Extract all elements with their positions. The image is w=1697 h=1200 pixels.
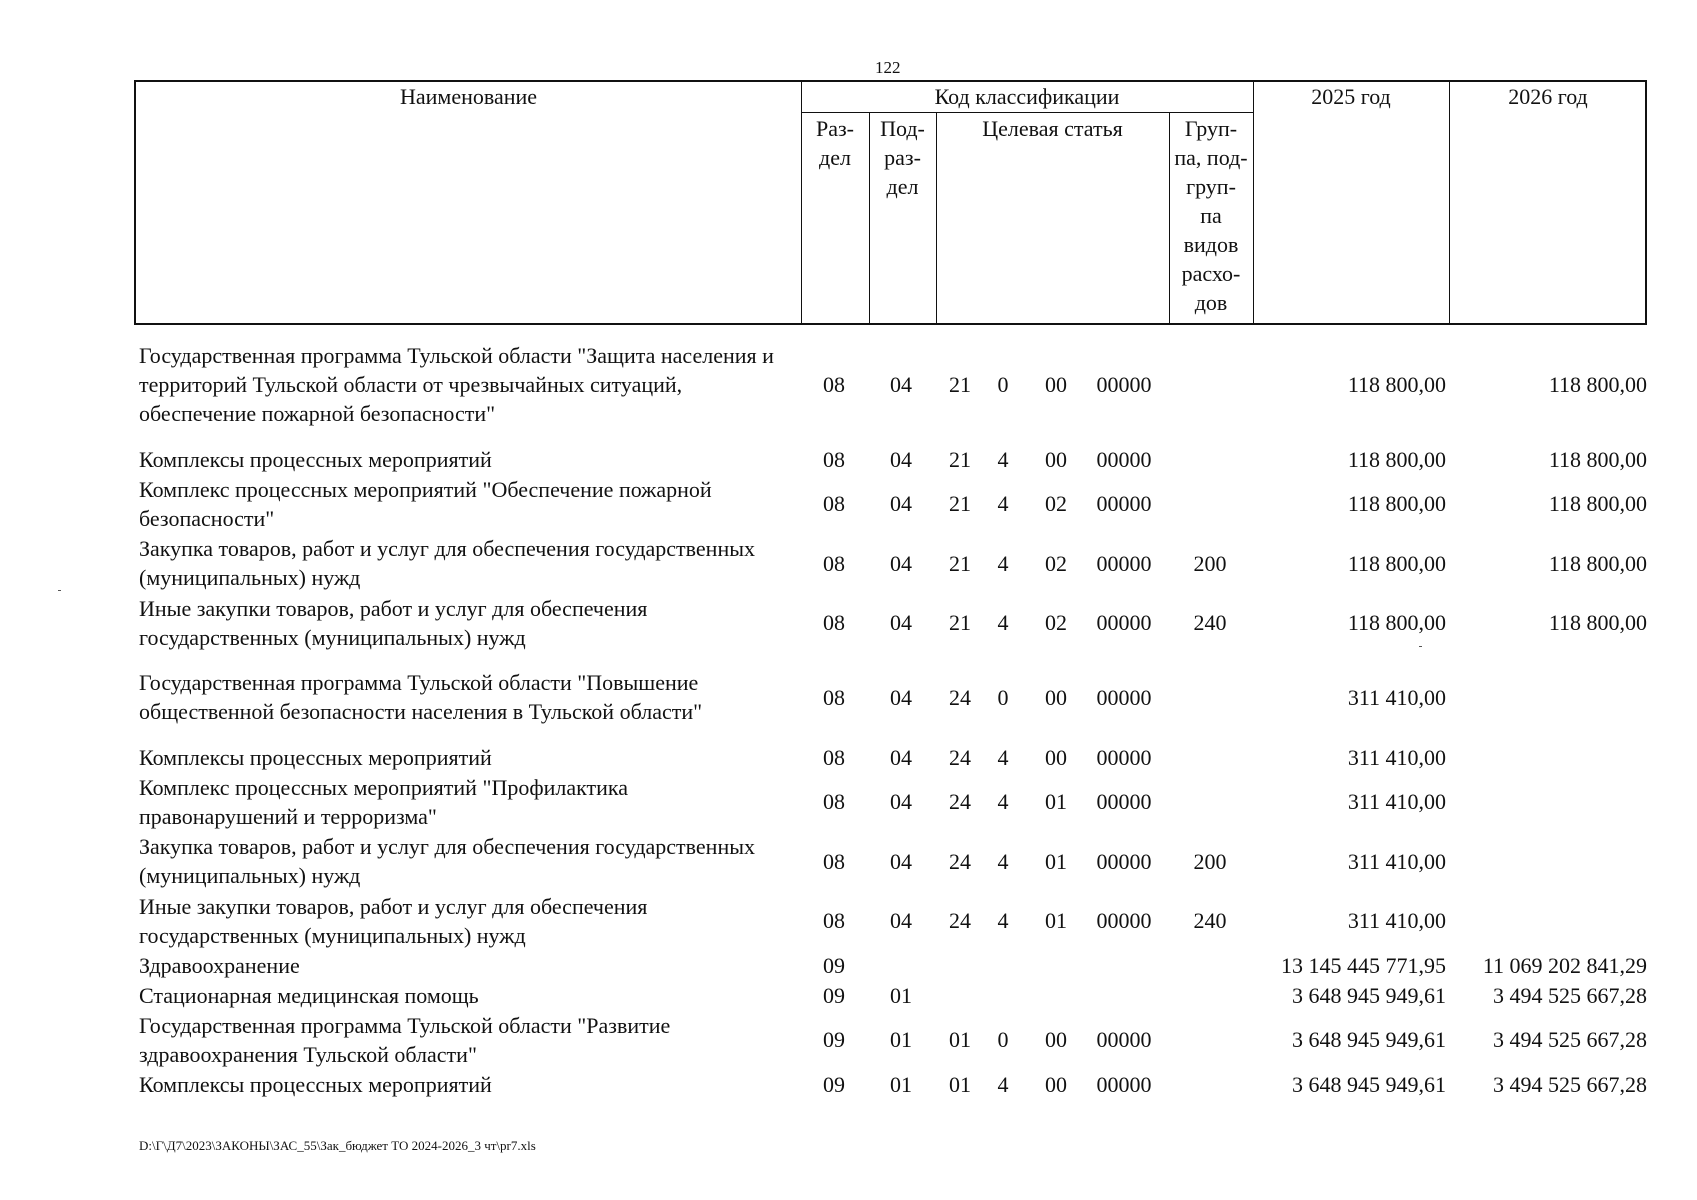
header-podrazdel: Под- раз- дел [880, 116, 925, 199]
cell-razdel: 09 [823, 982, 845, 1008]
cell-cs-program [940, 980, 980, 1010]
cell-year-2025: 118 800,00 [1347, 550, 1446, 576]
cell-cs-program: 24 [949, 908, 971, 933]
cell-year-2026: 3 494 525 667,28 [1493, 982, 1647, 1008]
cell-name: Комплексы процессных мероприятий [139, 446, 492, 472]
cell-cs-type [990, 980, 1016, 1010]
cell-cs-program: 21 [949, 550, 971, 576]
table-row [0, 950, 1697, 980]
cell-podrazdel: 04 [890, 908, 912, 933]
cell-year-2025: 311 410,00 [1347, 744, 1446, 770]
cell-razdel: 08 [823, 372, 845, 397]
cell-year-2026: 3 494 525 667,28 [1493, 1027, 1647, 1052]
cell-group: 240 [1193, 908, 1227, 933]
cell-razdel: 08 [823, 684, 845, 710]
cell-group [1175, 1069, 1245, 1099]
cell-group [1175, 980, 1245, 1010]
cell-cs-direction: 00000 [1096, 848, 1152, 874]
cell-podrazdel: 04 [890, 789, 912, 814]
cell-year-2026 [1455, 772, 1647, 831]
cell-year-2025: 3 648 945 949,61 [1292, 982, 1446, 1008]
cell-podrazdel: 04 [890, 446, 912, 472]
cell-year-2025: 311 410,00 [1347, 848, 1446, 874]
cell-year-2025: 118 800,00 [1347, 491, 1446, 516]
cell-cs-direction [1086, 950, 1162, 980]
cell-cs-element: 00 [1045, 446, 1067, 472]
header-razdel: Раз- дел [815, 116, 855, 170]
file-path-footer: D:\Г\Д7\2023\ЗАКОНЫ\ЗАС_55\Зак_бюджет ТО 2024-2026_3 чт\pr7.xls [139, 1138, 536, 1153]
cell-cs-direction: 00000 [1096, 610, 1152, 635]
table-header [134, 80, 1647, 325]
cell-cs-program: 24 [949, 789, 971, 814]
cell-razdel: 08 [823, 848, 845, 874]
cell-name: Закупка товаров, работ и услуг для обеспечения государственных (муниципальных) нужд [139, 536, 756, 590]
cell-year-2026 [1455, 891, 1647, 950]
cell-cs-element [1036, 980, 1076, 1010]
cell-podrazdel: 04 [890, 550, 912, 576]
table-row [0, 667, 1697, 727]
cell-podrazdel: 01 [890, 1071, 912, 1097]
cell-cs-type: 4 [997, 1071, 1009, 1097]
cell-cs-direction: 00000 [1096, 908, 1152, 933]
table-row [0, 772, 1697, 831]
cell-group: 240 [1193, 610, 1227, 635]
cell-cs-direction: 00000 [1096, 744, 1152, 770]
cell-razdel: 08 [823, 744, 845, 770]
tick-mark [1419, 646, 1422, 647]
cell-year-2026: 118 800,00 [1548, 550, 1647, 576]
cell-cs-program: 21 [949, 372, 971, 397]
cell-cs-element: 00 [1045, 684, 1067, 710]
table-row [0, 891, 1697, 950]
cell-year-2025: 311 410,00 [1347, 908, 1446, 933]
cell-cs-element: 00 [1045, 1027, 1067, 1052]
cell-name: Государственная программа Тульской области "Развитие здравоохранения Тульской области" [139, 1012, 671, 1067]
cell-cs-program: 01 [949, 1027, 971, 1052]
cell-year-2025: 118 800,00 [1347, 610, 1446, 635]
cell-cs-type: 0 [997, 1027, 1009, 1052]
cell-name: Комплексы процессных мероприятий [139, 744, 492, 770]
cell-group [1175, 340, 1245, 429]
cell-group: 200 [1193, 550, 1227, 576]
cell-cs-element: 01 [1045, 908, 1067, 933]
cell-cs-direction: 00000 [1096, 446, 1152, 472]
cell-year-2025: 311 410,00 [1347, 684, 1446, 710]
cell-podrazdel: 04 [890, 610, 912, 635]
cell-cs-element: 01 [1045, 789, 1067, 814]
cell-cs-direction: 00000 [1096, 684, 1152, 710]
cell-year-2025: 118 800,00 [1347, 372, 1446, 397]
cell-group [1175, 444, 1245, 474]
cell-cs-direction: 00000 [1096, 550, 1152, 576]
cell-group: 200 [1193, 848, 1227, 874]
cell-cs-program [940, 950, 980, 980]
cell-cs-program: 21 [949, 446, 971, 472]
cell-year-2026 [1455, 742, 1647, 772]
cell-year-2025: 3 648 945 949,61 [1292, 1027, 1446, 1052]
cell-year-2026: 118 800,00 [1548, 610, 1647, 635]
table-row [0, 444, 1697, 474]
cell-name: Иные закупки товаров, работ и услуг для обеспечения государственных (муниципальных) нужд [139, 893, 648, 948]
cell-cs-type: 4 [997, 908, 1009, 933]
cell-cs-program: 24 [949, 848, 971, 874]
cell-cs-type [990, 950, 1016, 980]
cell-name: Комплекс процессных мероприятий "Профилактика правонарушений и терроризма" [139, 774, 629, 829]
header-code: Код классификации [934, 84, 1120, 109]
cell-razdel: 08 [823, 491, 845, 516]
cell-cs-element: 00 [1045, 1071, 1067, 1097]
cell-cs-program: 24 [949, 744, 971, 770]
cell-cs-type: 4 [997, 789, 1009, 814]
cell-cs-direction: 00000 [1096, 491, 1152, 516]
cell-razdel: 08 [823, 908, 845, 933]
header-celevaya: Целевая статья [982, 116, 1123, 141]
cell-cs-direction: 00000 [1096, 1027, 1152, 1052]
cell-name: Государственная программа Тульской области "Защита населения и территорий Тульской области от чрезвычайных ситуаций, обеспечение пожарной безопасности" [139, 343, 774, 426]
cell-cs-direction: 00000 [1096, 1071, 1152, 1097]
tick-mark [58, 590, 61, 591]
cell-razdel: 08 [823, 789, 845, 814]
cell-year-2025: 118 800,00 [1347, 446, 1446, 472]
cell-name: Стационарная медицинская помощь [139, 982, 479, 1008]
cell-cs-type: 0 [997, 684, 1009, 710]
cell-podrazdel: 04 [890, 491, 912, 516]
cell-razdel: 09 [823, 952, 845, 978]
cell-group [1175, 742, 1245, 772]
table-row [0, 340, 1697, 429]
cell-year-2026: 11 069 202 841,29 [1482, 952, 1647, 978]
cell-razdel: 08 [823, 610, 845, 635]
cell-cs-program: 21 [949, 610, 971, 635]
cell-cs-element: 01 [1045, 848, 1067, 874]
cell-name: Комплексы процессных мероприятий [139, 1071, 492, 1097]
cell-cs-element: 02 [1045, 491, 1067, 516]
cell-podrazdel: 01 [890, 982, 912, 1008]
header-year-2025: 2025 год [1311, 84, 1391, 109]
cell-name: Здравоохранение [139, 952, 300, 978]
cell-cs-type: 4 [997, 744, 1009, 770]
cell-name: Государственная программа Тульской области "Повышение общественной безопасности населения в Тульской области" [139, 670, 703, 724]
table-row [0, 593, 1697, 652]
table-row [0, 474, 1697, 533]
page-number: 122 [875, 58, 901, 77]
cell-group [1175, 667, 1245, 727]
cell-year-2026 [1455, 831, 1647, 891]
cell-cs-type: 4 [997, 848, 1009, 874]
cell-cs-element: 02 [1045, 550, 1067, 576]
cell-year-2026: 3 494 525 667,28 [1493, 1071, 1647, 1097]
cell-cs-direction: 00000 [1096, 789, 1152, 814]
cell-year-2025: 13 145 445 771,95 [1281, 952, 1446, 978]
cell-cs-type: 4 [997, 491, 1009, 516]
table-row [0, 533, 1697, 593]
cell-podrazdel: 04 [890, 848, 912, 874]
cell-name: Комплекс процессных мероприятий "Обеспечение пожарной безопасности" [139, 476, 712, 531]
header-year-2026: 2026 год [1508, 84, 1588, 109]
cell-cs-type: 4 [997, 610, 1009, 635]
cell-year-2026: 118 800,00 [1548, 372, 1647, 397]
table-row [0, 1069, 1697, 1099]
cell-podrazdel: 04 [890, 372, 912, 397]
cell-year-2025: 311 410,00 [1347, 789, 1446, 814]
cell-cs-type: 0 [997, 372, 1009, 397]
cell-cs-program: 24 [949, 684, 971, 710]
table-row [0, 980, 1697, 1010]
cell-name: Иные закупки товаров, работ и услуг для обеспечения государственных (муниципальных) нужд [139, 595, 648, 650]
cell-cs-direction [1086, 980, 1162, 1010]
cell-razdel: 08 [823, 446, 845, 472]
cell-year-2026: 118 800,00 [1548, 446, 1647, 472]
cell-razdel: 09 [823, 1071, 845, 1097]
header-name: Наименование [399, 84, 538, 109]
cell-cs-program: 01 [949, 1071, 971, 1097]
table-row [0, 742, 1697, 772]
cell-cs-element: 00 [1045, 372, 1067, 397]
cell-year-2026 [1455, 667, 1647, 727]
cell-podrazdel: 04 [890, 744, 912, 770]
cell-cs-element: 00 [1045, 744, 1067, 770]
cell-group [1175, 1010, 1245, 1069]
cell-cs-program: 21 [949, 491, 971, 516]
cell-cs-type: 4 [997, 550, 1009, 576]
cell-cs-direction: 00000 [1096, 372, 1152, 397]
header-gruppa: Груп- па, под- груп- па видов расхо- дов [1174, 116, 1248, 315]
cell-podrazdel: 01 [890, 1027, 912, 1052]
cell-cs-element [1036, 950, 1076, 980]
table-row [0, 1010, 1697, 1069]
cell-year-2025: 3 648 945 949,61 [1292, 1071, 1446, 1097]
cell-cs-type: 4 [997, 446, 1009, 472]
cell-podrazdel: 04 [890, 684, 912, 710]
cell-razdel: 09 [823, 1027, 845, 1052]
cell-cs-element: 02 [1045, 610, 1067, 635]
cell-group [1175, 474, 1245, 533]
cell-name: Закупка товаров, работ и услуг для обеспечения государственных (муниципальных) нужд [139, 834, 756, 888]
cell-group [1175, 772, 1245, 831]
cell-razdel: 08 [823, 550, 845, 576]
table-row [0, 831, 1697, 891]
cell-group [1175, 950, 1245, 980]
cell-year-2026: 118 800,00 [1548, 491, 1647, 516]
cell-podrazdel [870, 950, 932, 980]
